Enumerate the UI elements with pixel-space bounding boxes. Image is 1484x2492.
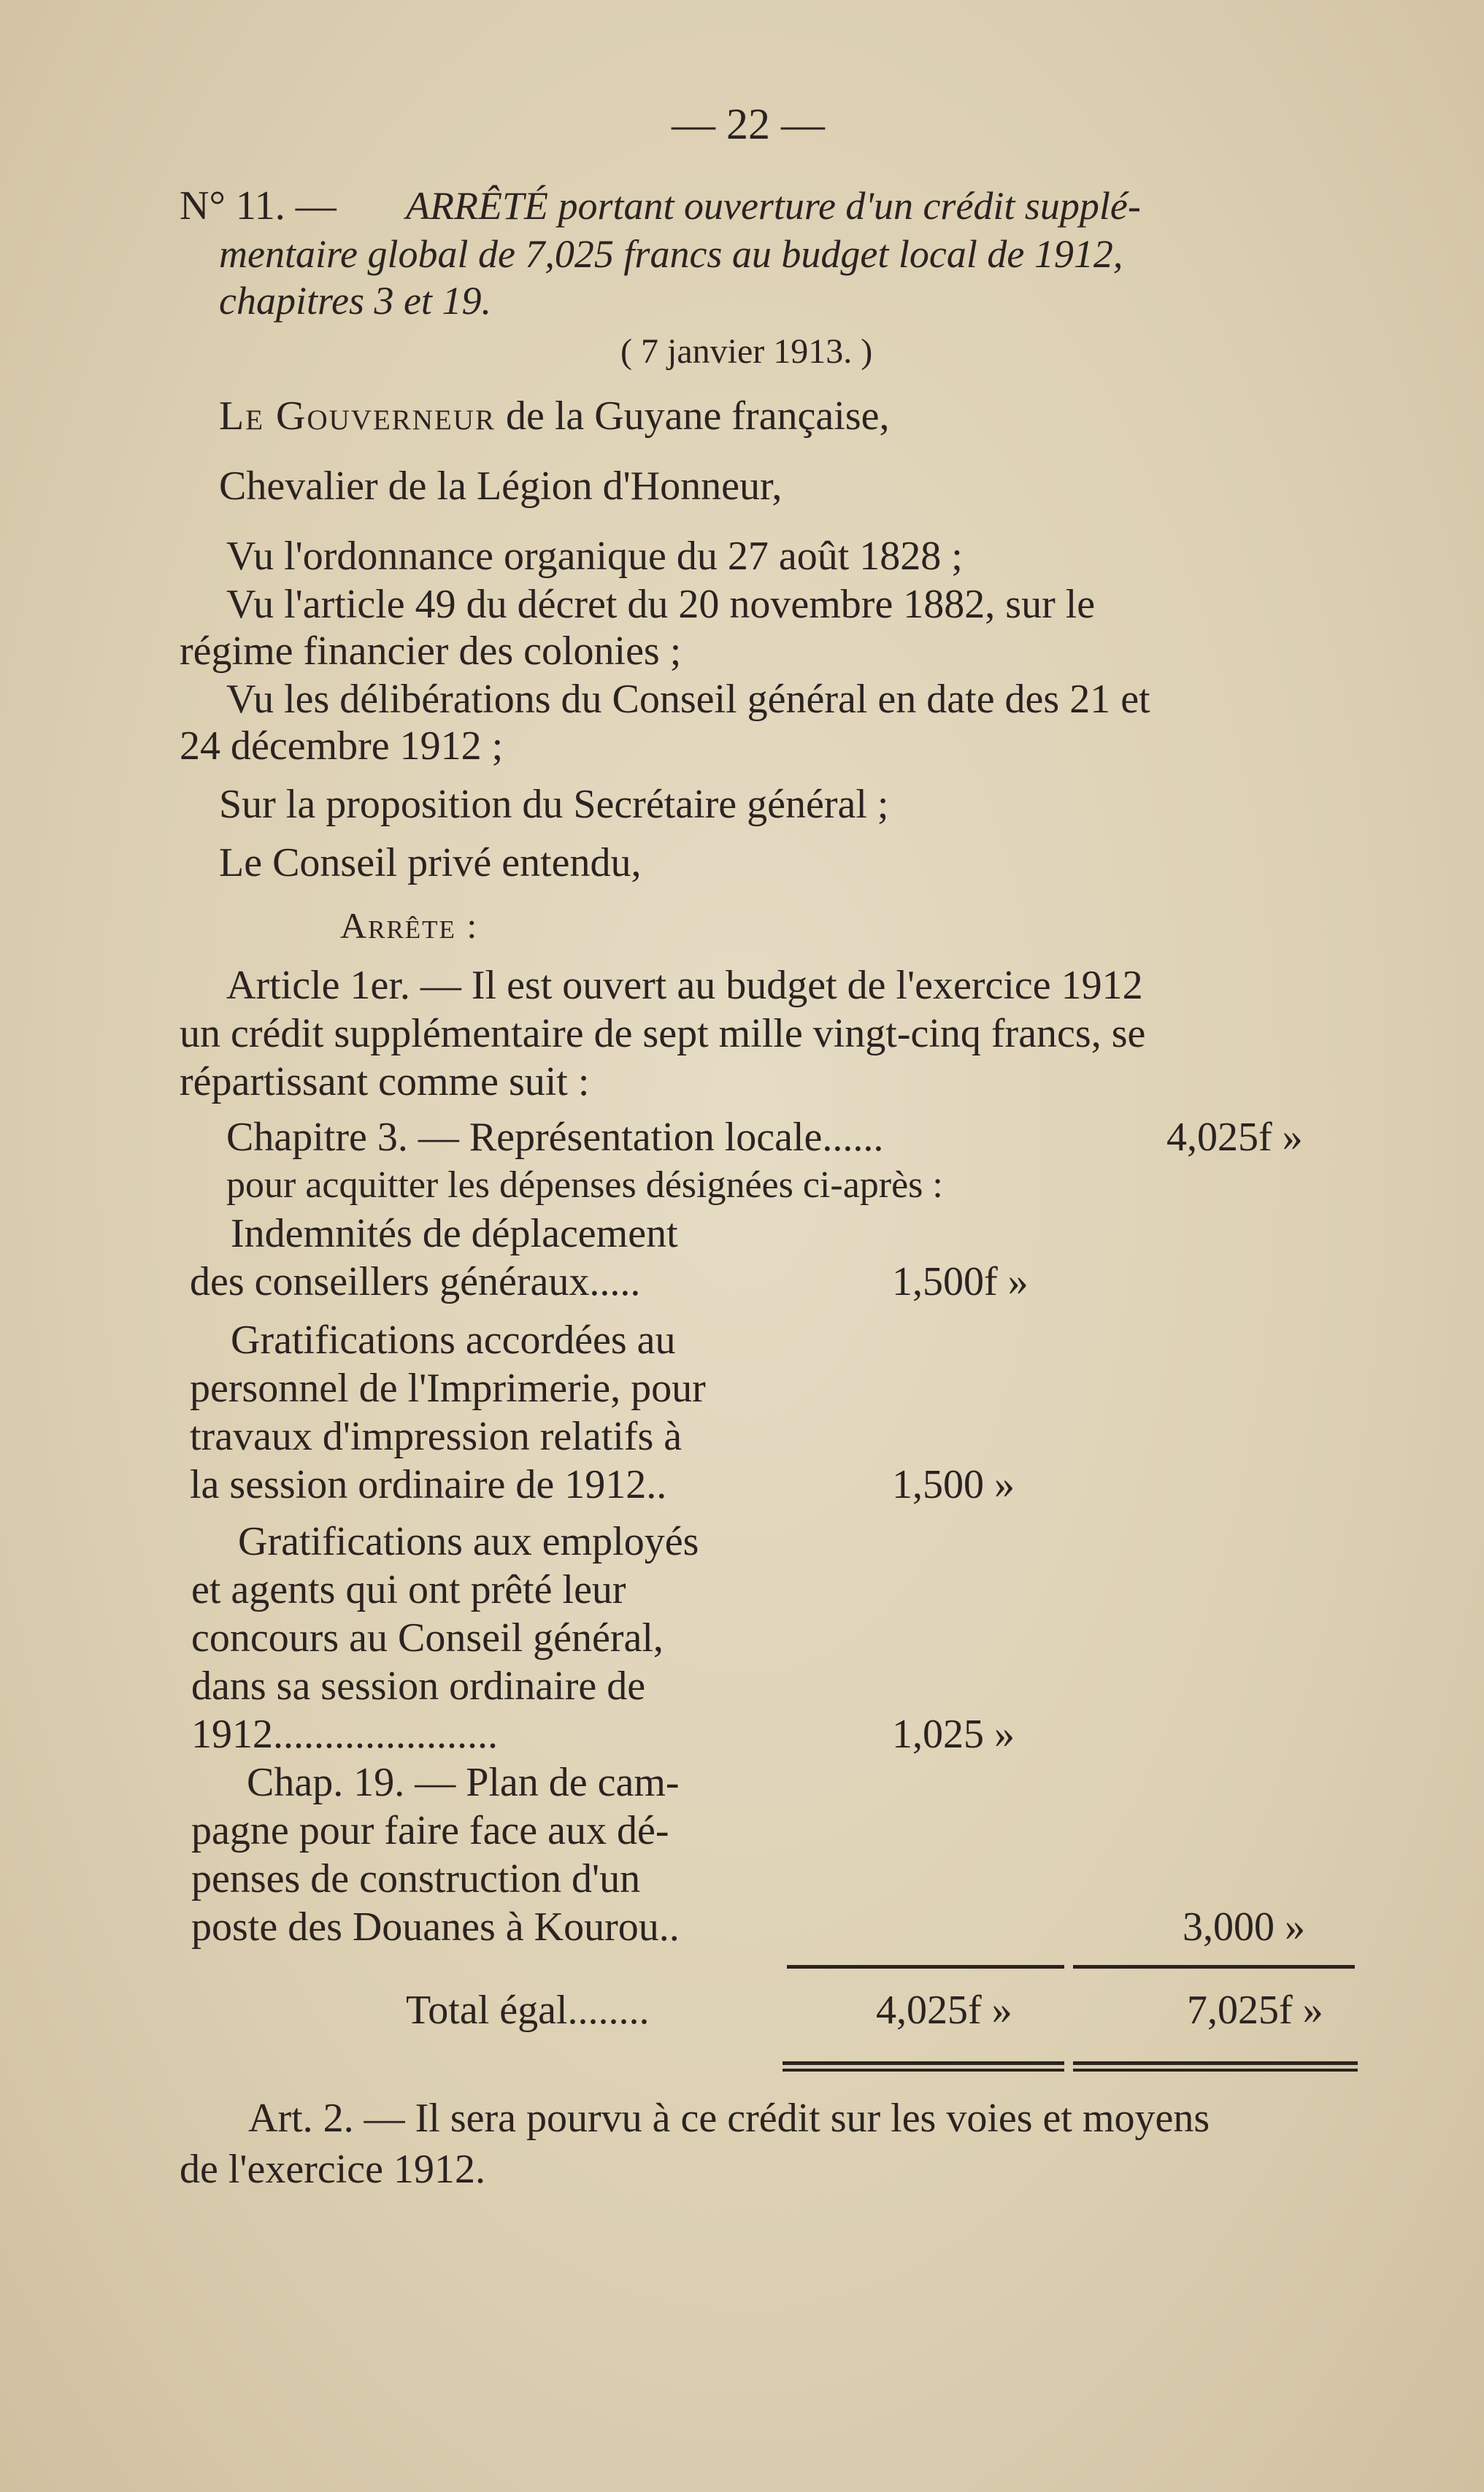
vu-ordonnance: Vu l'ordonnance organique du 27 août 1828 ; [226, 534, 963, 579]
item2-line4: la session ordinaire de 1912.. [190, 1462, 667, 1507]
total-rule-middle-2 [783, 2069, 1064, 2072]
total-rule-middle-1 [783, 2061, 1064, 2065]
total-rule-right-1 [1073, 2061, 1358, 2065]
sur-proposition: Sur la proposition du Secrétaire général ; [219, 782, 889, 827]
governor-line [219, 393, 889, 439]
item2-line1: Gratifications accordées au [231, 1318, 676, 1363]
governor-caps: Le Gouverneur [219, 393, 496, 439]
item3-line1: Gratifications aux employés [238, 1519, 699, 1564]
item3-line5: 1912...................... [191, 1712, 498, 1757]
item1-amount: 1,500f » [892, 1259, 1029, 1304]
chapter19-line2: pagne pour faire face aux dé- [191, 1808, 669, 1853]
item3-line3: concours au Conseil général, [191, 1615, 664, 1661]
item1-line2: des conseillers généraux..... [190, 1259, 641, 1304]
article1-line1: Article 1er. — Il est ouvert au budget de l'exercice 1912 [226, 963, 1143, 1008]
page-number: — 22 — [672, 100, 825, 148]
total-rule-right-2 [1073, 2069, 1358, 2072]
article1-line3: répartissant comme suit : [180, 1059, 590, 1104]
item3-amount: 1,025 » [892, 1712, 1015, 1757]
arrete-heading: Arrête : [340, 905, 479, 946]
article1-line2: un crédit supplémentaire de sept mille vingt-cinq francs, se [180, 1011, 1146, 1056]
vu-article-line2: régime financier des colonies ; [180, 628, 682, 674]
chapter19-line3: penses de construction d'un [191, 1856, 641, 1901]
decree-date: ( 7 janvier 1913. ) [620, 332, 873, 371]
decree-number: N° 11. — [180, 183, 337, 228]
total-label: Total égal........ [406, 1988, 650, 2033]
vu-article-line1: Vu l'article 49 du décret du 20 novembre 1882, sur le [226, 582, 1096, 627]
governor-rest: de la Guyane française, [495, 393, 890, 439]
conseil-prive: Le Conseil privé entendu, [219, 840, 642, 885]
chapter19-amount: 3,000 » [1183, 1904, 1305, 1950]
chapter19-line4: poste des Douanes à Kourou.. [191, 1904, 680, 1950]
pour-acquitter: pour acquitter les dépenses désignées ci-après : [226, 1164, 943, 1206]
item2-line3: travaux d'impression relatifs à [190, 1414, 683, 1459]
chapter3-amount: 4,025f » [1166, 1115, 1303, 1160]
item3-line4: dans sa session ordinaire de [191, 1664, 646, 1709]
sum-rule-right [1073, 1965, 1355, 1969]
article2-line1: Art. 2. — Il sera pourvu à ce crédit sur les voies et moyens [248, 2096, 1210, 2141]
sum-rule-middle [787, 1965, 1064, 1969]
total-middle: 4,025f » [876, 1988, 1012, 2033]
article2-line2: de l'exercice 1912. [180, 2147, 485, 2192]
item2-line2: personnel de l'Imprimerie, pour [190, 1366, 706, 1411]
decree-title-line3: chapitres 3 et 19. [219, 279, 491, 323]
total-right: 7,025f » [1187, 1988, 1323, 2033]
vu-deliberations-line1: Vu les délibérations du Conseil général en date des 21 et [226, 677, 1150, 722]
chevalier-line: Chevalier de la Légion d'Honneur, [219, 464, 783, 509]
decree-title-line2: mentaire global de 7,025 francs au budget local de 1912, [219, 232, 1123, 276]
vu-deliberations-line2: 24 décembre 1912 ; [180, 723, 504, 769]
decree-title-line1: ARRÊTÉ portant ouverture d'un crédit supplé- [406, 184, 1141, 228]
chapter3-label: Chapitre 3. — Représentation locale...... [226, 1115, 884, 1160]
item3-line2: et agents qui ont prêté leur [191, 1567, 626, 1612]
item2-amount: 1,500 » [892, 1462, 1015, 1507]
item1-line1: Indemnités de déplacement [231, 1211, 678, 1256]
chapter19-line1: Chap. 19. — Plan de cam- [247, 1760, 680, 1805]
